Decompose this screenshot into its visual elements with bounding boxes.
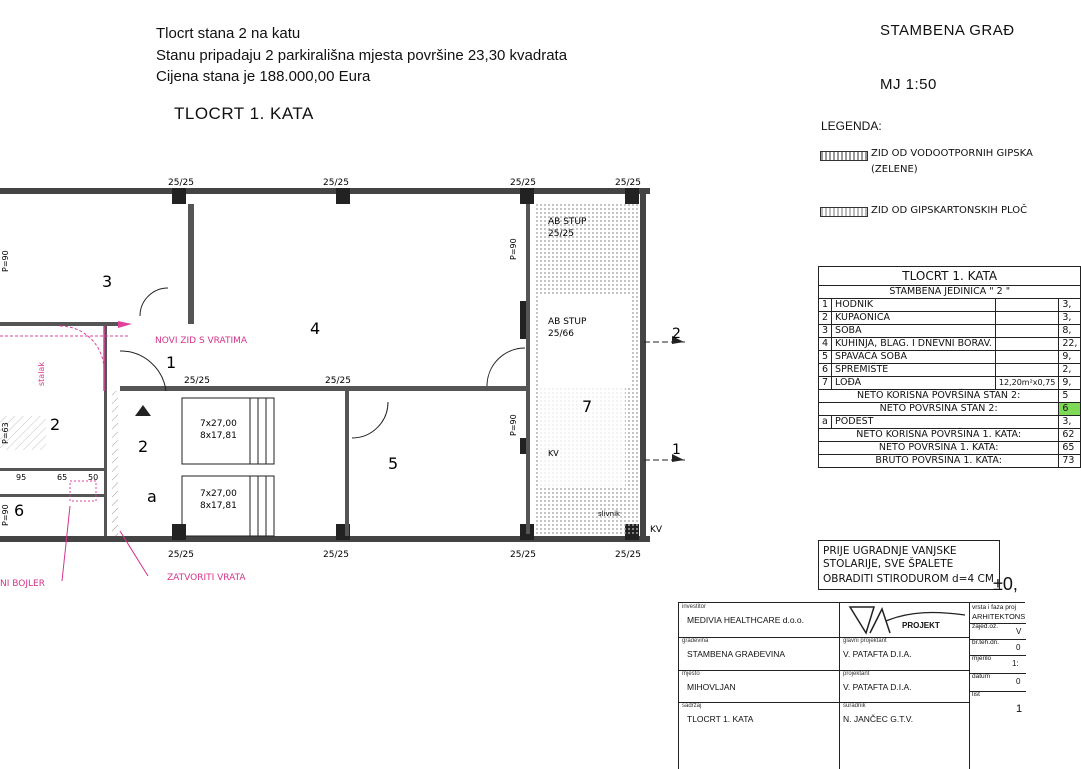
company-logo	[840, 603, 970, 637]
table-row: 6 SPREMIŠTE 2,	[819, 364, 1081, 377]
dim-bottom-3: 25/25	[510, 550, 536, 560]
header-line-1: Tlocrt stana 2 na katu	[156, 25, 301, 42]
header-line-2: Stanu pripadaju 2 parkirališna mjesta površine 23,30 kvadrata	[156, 47, 568, 64]
room-3: 3	[102, 272, 113, 291]
legend-swatch-gypsum	[820, 207, 868, 217]
table-row: 4 KUHINJA, BLAG. I DNEVNI BORAV. 22,	[819, 338, 1081, 351]
title-block: investitor MEDIVIA HEALTHCARE d.o.o. građevina STAMBENA GRAĐEVINA mjesto MIHOVLJAN sadržaj TLOCRT 1. KATA PROJEKT glavni projektant V. PATAFTA D.I.A. projektant V. PATAFTA D.I.A. suradnik N. JANČEC G.T.V. vrsta i faza proj ARHITEKTONS zajed.oz. V br.teh.dn. 0 mjerilo 1: datum 0 list 1	[678, 602, 1025, 769]
dim-mid-1: 25/25	[184, 376, 210, 386]
table-row: 2 KUPAONICA 3,	[819, 312, 1081, 325]
dim-bottom-2: 25/25	[323, 550, 349, 560]
dim-top-4: 25/25	[615, 178, 641, 188]
legend-swatch-waterproof	[820, 151, 868, 161]
small-dim-1: 95	[16, 473, 27, 482]
table-row: 1 HODNIK 3,	[819, 299, 1081, 312]
legend-item-1: ZID OD VODOOTPORNIH GIPSKA	[871, 148, 1033, 159]
logo-text: PROJEKT	[902, 621, 940, 630]
dim-top-2: 25/25	[323, 178, 349, 188]
stair-arrow-icon	[135, 405, 151, 416]
stairs-1-a: 7x27,00	[200, 419, 237, 429]
net-usable-floor-label: NETO KORISNA POVRŠINA 1. KATA:	[819, 429, 1059, 442]
table-row: 7 LOĐA 12,20m²x0,75 9,	[819, 377, 1081, 390]
area-table-title: TLOCRT 1. KATA	[819, 267, 1081, 286]
net-floor-label: NETO POVRŠINA 1. KATA:	[819, 442, 1059, 455]
net-apt-value: 6	[1059, 403, 1081, 416]
plan-title: TLOCRT 1. KATA	[174, 104, 314, 123]
type-value: ARHITEKTONS	[972, 612, 1026, 621]
dim-top-3: 25/25	[510, 178, 536, 188]
note-line-3: OBRADITI STIRODUROM d=4 CM	[823, 573, 994, 585]
room-4: 4	[310, 319, 321, 338]
dim-bottom-4: 25/25	[615, 550, 641, 560]
project-title: STAMBENA GRAĐ	[880, 22, 1015, 39]
ab-stup-2: AB STUP	[548, 317, 587, 327]
kv-label-2: KV	[650, 525, 663, 535]
net-usable-apt-label: NETO KORISNA POVRŠINA STAN 2:	[819, 390, 1059, 403]
room-1: 1	[166, 353, 177, 372]
close-door-note: ZATVORITI VRATA	[167, 573, 246, 583]
stairs-1-b: 8x17,81	[200, 431, 237, 441]
wall-bottom	[0, 536, 650, 542]
note-line-2: STOLARIJE, SVE ŠPALETE	[823, 558, 954, 570]
location-value: MIHOVLJAN	[687, 682, 736, 692]
drain-label: slivnik	[598, 510, 621, 518]
table-row: 3 SOBA 8,	[819, 325, 1081, 338]
ab-stup-2-dim: 25/66	[548, 329, 574, 339]
section-mark-2: 2	[672, 326, 681, 342]
content-value: TLOCRT 1. KATA	[687, 714, 754, 724]
small-dim-3: 50	[88, 473, 99, 482]
new-wall-note: NOVI ZID S VRATIMA	[155, 336, 248, 346]
wall-top	[0, 188, 650, 194]
ab-stup-1: AB STUP	[548, 217, 587, 227]
scale-label: MJ 1:50	[880, 76, 937, 93]
net-apt-label: NETO POVRŠINA STAN 2:	[819, 403, 1059, 416]
table-row: 5 SPAVAĆA SOBA 9,	[819, 351, 1081, 364]
wall-right	[640, 188, 646, 542]
dim-mid-2: 25/25	[325, 376, 351, 386]
assoc-value: N. JANČEC G.T.V.	[843, 714, 914, 724]
designer-value: V. PATAFTA D.I.A.	[843, 682, 912, 692]
floor-plan	[0, 176, 700, 596]
kv-label: KV	[548, 449, 559, 458]
area-table-subtitle: STAMBENA JEDINICA " 2 "	[819, 286, 1081, 299]
room-2: 2	[50, 415, 61, 434]
dim-top-1: 25/25	[168, 178, 194, 188]
building-value: STAMBENA GRAĐEVINA	[687, 649, 786, 659]
room-5: 5	[388, 454, 399, 473]
stairs-2-b: 8x17,81	[200, 501, 237, 511]
legend-title: LEGENDA:	[821, 119, 882, 133]
opening-p90-4: P=90	[1, 504, 10, 526]
opening-p63: P=63	[1, 422, 10, 444]
legend-item-2: ZID OD GIPSKARTONSKIH PLOČ	[871, 205, 1028, 216]
boiler-note: NI BOJLER	[0, 579, 45, 589]
small-dim-2: 65	[57, 473, 68, 482]
gross-floor-label: BRUTO POVRŠINA 1. KATA:	[819, 455, 1059, 468]
chief-value: V. PATAFTA D.I.A.	[843, 649, 912, 659]
area-table: TLOCRT 1. KATA STAMBENA JEDINICA " 2 " 1 HODNIK 3, 2 KUPAONICA 3, 3 SOBA 8, 4 KUHINJA, BLAG. I DNEVNI BORAV. 22, 5 SPAVAĆA SOBA 9, 6 SPREMIŠTE 2, 7 LOĐA 12,20m²x0,75 9, NETO KORISNA POVRŠINA STAN 2: 5 NETO POVRŠINA STAN 2: 6 a PODEST 3, NETO KORISNA POVRŠINA 1. KATA: 62 NETO POVRŠINA 1. KATA: 65 BRUTO POVRŠINA 1. KATA: 73	[818, 266, 1081, 468]
room-a: a	[147, 487, 157, 506]
note-line-1: PRIJE UGRADNJE VANJSKE	[823, 545, 957, 557]
stalak-label: stalak	[37, 362, 46, 386]
header-line-3: Cijena stana je 188.000,00 Eura	[156, 68, 371, 85]
section-mark-1: 1	[672, 442, 681, 458]
opening-p90-3: P=90	[509, 414, 518, 436]
stair-arrow-label: 2	[138, 437, 149, 456]
opening-p90-2: P=90	[509, 238, 518, 260]
opening-p90-1: P=90	[1, 250, 10, 272]
dim-bottom-1: 25/25	[168, 550, 194, 560]
stairs-2-a: 7x27,00	[200, 489, 237, 499]
room-6: 6	[14, 501, 25, 520]
elevation-label: ±0,	[993, 574, 1018, 594]
room-7: 7	[582, 397, 593, 416]
investor-value: MEDIVIA HEALTHCARE d.o.o.	[687, 615, 804, 625]
ab-stup-1-dim: 25/25	[548, 229, 574, 239]
legend-item-1-sub: (ZELENE)	[871, 164, 918, 175]
